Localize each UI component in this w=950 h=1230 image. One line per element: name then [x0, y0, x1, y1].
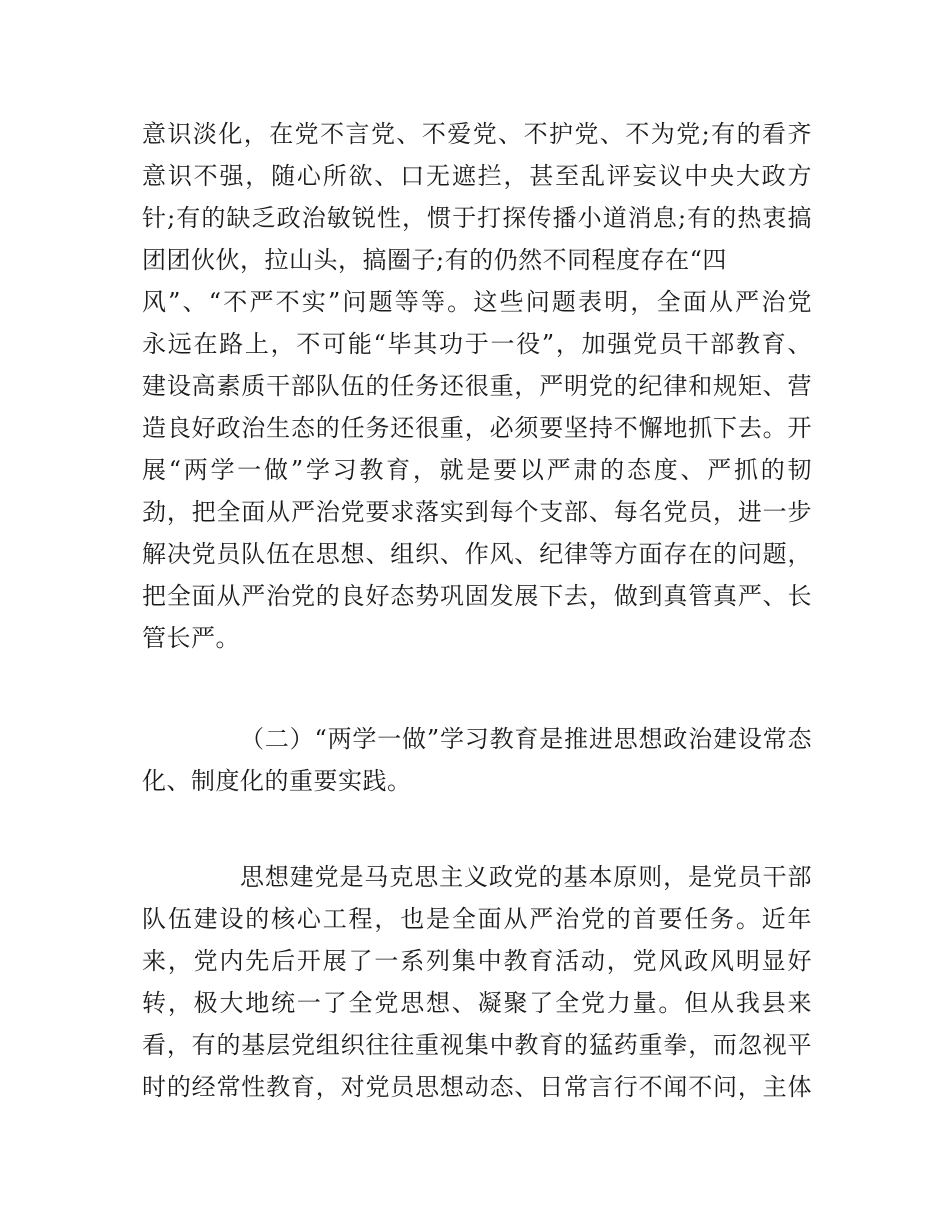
- text-line: 把全面从严治党的良好态势巩固发展下去，做到真管真严、长: [142, 582, 812, 610]
- heading-line: 化、制度化的重要实践。: [142, 767, 412, 795]
- text-line: 展“两学一做”学习教育，就是要以严肃的态度、严抓的韧: [142, 456, 812, 484]
- text-line: 针;有的缺乏政治敏锐性，惯于打探传播小道消息;有的热衷搞: [142, 204, 812, 232]
- text-line: 意识不强，随心所欲、口无遮拦，甚至乱评妄议中央大政方: [142, 162, 812, 190]
- text-line: 风”、“不严不实”问题等等。这些问题表明，全面从严治党: [142, 288, 812, 316]
- text-line: 管长严。: [142, 624, 240, 652]
- text-line: 转，极大地统一了全党思想、凝聚了全党力量。但从我县来: [142, 989, 812, 1017]
- text-line: 意识淡化，在党不言党、不爱党、不护党、不为党;有的看齐: [142, 120, 812, 148]
- section-heading: [142, 718, 812, 802]
- paragraph-party-discipline: [142, 113, 812, 659]
- paragraph-ideological-building: [142, 856, 812, 1108]
- text-line: 看，有的基层党组织往往重视集中教育的猛药重拳，而忽视平: [142, 1031, 812, 1059]
- text-line: 建设高素质干部队伍的任务还很重，严明党的纪律和规矩、营: [142, 372, 812, 400]
- text-line: 来，党内先后开展了一系列集中教育活动，党风政风明显好: [142, 947, 812, 975]
- heading-line: （二）“两学一做”学习教育是推进思想政治建设常态: [240, 725, 812, 753]
- text-line: 思想建党是马克思主义政党的基本原则，是党员干部: [240, 863, 812, 891]
- text-line: 解决党员队伍在思想、组织、作风、纪律等方面存在的问题，: [142, 540, 812, 568]
- text-line: 时的经常性教育，对党员思想动态、日常言行不闻不问，主体: [142, 1073, 812, 1101]
- text-line: 队伍建设的核心工程，也是全面从严治党的首要任务。近年: [142, 905, 812, 933]
- text-line: 永远在路上，不可能“毕其功于一役”，加强党员干部教育、: [142, 330, 812, 358]
- text-line: 造良好政治生态的任务还很重，必须要坚持不懈地抓下去。开: [142, 414, 812, 442]
- text-line: 劲，把全面从严治党要求落实到每个支部、每名党员，进一步: [142, 498, 812, 526]
- text-line: 团团伙伙，拉山头，搞圈子;有的仍然不同程度存在“四: [142, 246, 727, 274]
